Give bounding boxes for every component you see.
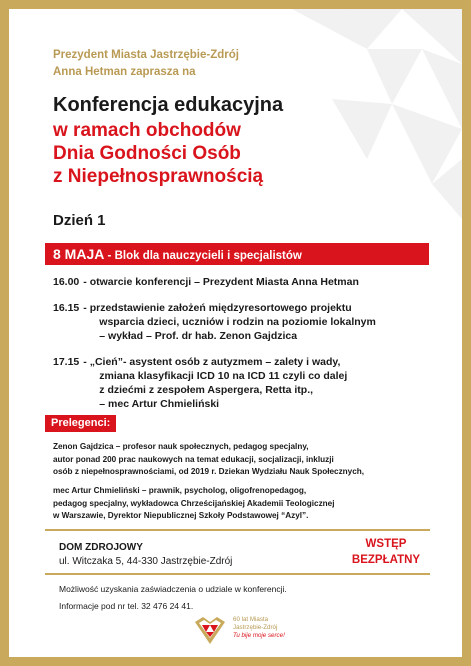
heart-gem-logo-icon [193, 616, 227, 646]
venue-address: ul. Witczaka 5, 44-330 Jastrzębie-Zdrój [59, 556, 233, 567]
agenda-line: - „Cień”- asystent osób z autyzmem – zalety i wady, [83, 356, 341, 368]
poster [9, 9, 462, 657]
logo-text [233, 616, 285, 640]
agenda [53, 275, 443, 423]
free-entry-badge [341, 536, 431, 568]
agenda-item [53, 301, 443, 343]
speaker-bio [53, 485, 453, 523]
agenda-time: 16.15 [53, 302, 80, 314]
bio-line: mec Artur Chmieliński – prawnik, psycholog, oligofrenopedagog, [53, 486, 307, 495]
intro-text [53, 47, 239, 81]
intro-line: Anna Hetman zaprasza na [53, 66, 196, 78]
banner-block: - Blok dla nauczycieli i specjalistów [104, 250, 302, 262]
day-heading: Dzień 1 [53, 212, 106, 229]
bio-line: Zenon Gajdzica – profesor nauk społecznych, pedagog specjalny, [53, 442, 309, 451]
agenda-line: zmiana klasyfikacji ICD 10 na ICD 11 czyli co dalej [99, 370, 348, 382]
intro-line: Prezydent Miasta Jastrzębie-Zdrój [53, 49, 239, 61]
agenda-line: – wykład – Prof. dr hab. Zenon Gajdzica [99, 330, 298, 342]
divider [45, 573, 430, 575]
free-entry-line: BEZPŁATNY [351, 554, 421, 566]
phone-info: Informacje pod nr tel. 32 476 24 41. [59, 601, 194, 611]
bio-line: w Warszawie, Dyrektor Niepublicznej Szkoły Podstawowej “Azyl”. [53, 511, 309, 520]
agenda-line: z dziećmi z zespołem Aspergera, Retta itp., [99, 384, 314, 396]
conference-title: Konferencja edukacyjna [53, 94, 284, 116]
agenda-item [53, 275, 443, 289]
subtitle-line: w ramach obchodów [53, 120, 241, 141]
agenda-description [79, 301, 443, 343]
agenda-line: wsparcia dzieci, uczniów i rodzin na poziomie lokalnym [99, 316, 376, 328]
agenda-item [53, 355, 443, 411]
speaker-bio [53, 441, 453, 479]
bio-line: osób z niepełnosprawnościami, od 2019 r. Dziekan Wydziału Nauk Społecznych, [53, 467, 365, 476]
logo-line: Jastrzębie-Zdrój [233, 624, 278, 631]
city-anniversary-logo [193, 614, 293, 654]
bio-line: autor ponad 200 prac naukowych na temat edukacji, socjalizacji, inkluzji [53, 454, 334, 464]
agenda-time: 16.00 [53, 276, 80, 288]
banner-date: 8 MAJA [53, 246, 105, 262]
date-banner [45, 243, 429, 265]
venue-name: DOM ZDROJOWY [59, 542, 143, 553]
agenda-line: - przedstawienie założeń międzyresortowego projektu [83, 302, 352, 314]
venue [59, 541, 232, 569]
divider [45, 529, 430, 531]
certificate-note: Możliwość uzyskania zaświadczenia o udziale w konferencji. [59, 584, 287, 594]
free-entry-line: WSTĘP [365, 538, 407, 550]
conference-subtitle [53, 119, 263, 188]
notes [59, 581, 287, 615]
bio-line: pedagog specjalny, wykładowca Chrześcijańskiej Akademii Teologicznej [53, 498, 335, 508]
decorative-triangles [272, 9, 462, 219]
agenda-time: 17.15 [53, 356, 80, 368]
agenda-description [79, 275, 443, 289]
agenda-line: – mec Artur Chmieliński [99, 398, 220, 410]
agenda-line: - otwarcie konferencji – Prezydent Miasta Anna Hetman [83, 276, 359, 288]
agenda-description [79, 355, 443, 411]
logo-slogan: Tu bije moje serce! [233, 632, 285, 639]
subtitle-line: Dnia Godności Osób [53, 143, 241, 164]
subtitle-line: z Niepełnosprawnością [53, 166, 264, 187]
logo-line: 60 lat Miasta [233, 616, 269, 623]
speakers-label: Prelegenci: [45, 415, 116, 432]
